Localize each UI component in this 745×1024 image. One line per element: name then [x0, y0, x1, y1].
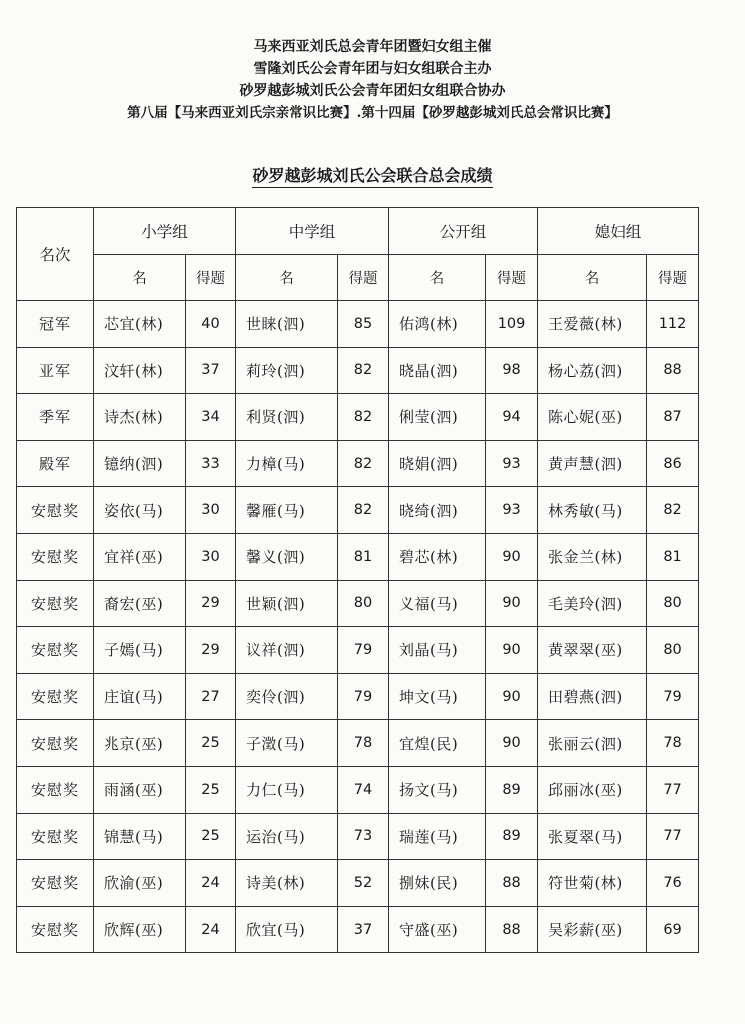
score-cell: 90 — [486, 627, 538, 674]
contestant-name-cell: 晓绮(泗) — [389, 487, 486, 534]
organizer-line: 马来西亚刘氏总会青年团暨妇女组主催 — [253, 39, 492, 55]
score-cell: 78 — [338, 720, 389, 767]
score-cell: 82 — [338, 487, 389, 534]
score-cell: 82 — [338, 440, 389, 487]
name-column-header: 名 — [236, 255, 338, 301]
contestant-name-cell: 张夏翠(马) — [538, 813, 647, 860]
table-row — [17, 906, 699, 953]
table-row — [17, 301, 699, 348]
document-header — [0, 36, 745, 124]
contestant-name-cell: 宜祥(巫) — [94, 533, 186, 580]
score-cell: 77 — [647, 766, 699, 813]
score-cell: 90 — [486, 720, 538, 767]
table-row — [17, 860, 699, 907]
table-row — [17, 766, 699, 813]
group-header-secondary: 中学组 — [236, 208, 389, 255]
report-title — [0, 163, 745, 186]
contestant-name-cell: 刘晶(马) — [389, 627, 486, 674]
score-cell: 27 — [186, 673, 236, 720]
group-header-row — [17, 208, 699, 255]
rank-cell: 安慰奖 — [17, 860, 94, 907]
score-cell: 30 — [186, 487, 236, 534]
contestant-name-cell: 宜煌(民) — [389, 720, 486, 767]
contestant-name-cell: 守盛(巫) — [389, 906, 486, 953]
score-cell: 33 — [186, 440, 236, 487]
contestant-name-cell: 利贤(泗) — [236, 394, 338, 441]
score-cell: 79 — [647, 673, 699, 720]
contestant-name-cell: 王爱薇(林) — [538, 301, 647, 348]
contestant-name-cell: 田碧燕(泗) — [538, 673, 647, 720]
contestant-name-cell: 黄翠翠(巫) — [538, 627, 647, 674]
rank-header: 名次 — [17, 208, 94, 301]
score-column-header: 得题 — [338, 255, 389, 301]
contestant-name-cell: 欣宜(马) — [236, 906, 338, 953]
score-cell: 82 — [647, 487, 699, 534]
contestant-name-cell: 力仁(马) — [236, 766, 338, 813]
score-cell: 25 — [186, 813, 236, 860]
contestant-name-cell: 欣辉(巫) — [94, 906, 186, 953]
contestant-name-cell: 奕伶(泗) — [236, 673, 338, 720]
host-line: 雪隆刘氏公会青年团与妇女组联合主办 — [253, 61, 492, 77]
score-cell: 52 — [338, 860, 389, 907]
rank-cell: 季军 — [17, 394, 94, 441]
rank-cell: 安慰奖 — [17, 766, 94, 813]
contestant-name-cell: 瑞莲(马) — [389, 813, 486, 860]
score-cell: 86 — [647, 440, 699, 487]
competition-title-line: 第八届【马来西亚刘氏宗亲常识比赛】.第十四届【砂罗越彭城刘氏总会常识比赛】 — [127, 105, 618, 121]
contestant-name-cell: 庄谊(马) — [94, 673, 186, 720]
contestant-name-cell: 碧芯(林) — [389, 533, 486, 580]
contestant-name-cell: 诗美(林) — [236, 860, 338, 907]
table-row — [17, 487, 699, 534]
contestant-name-cell: 张金兰(林) — [538, 533, 647, 580]
contestant-name-cell: 吴彩薪(巫) — [538, 906, 647, 953]
contestant-name-cell: 毛美玲(泗) — [538, 580, 647, 627]
score-cell: 90 — [486, 533, 538, 580]
table-row — [17, 580, 699, 627]
score-cell: 79 — [338, 627, 389, 674]
report-title-text: 砂罗越彭城刘氏公会联合总会成绩 — [252, 166, 492, 188]
score-cell: 90 — [486, 673, 538, 720]
score-cell: 88 — [486, 860, 538, 907]
group-header-primary: 小学组 — [94, 208, 236, 255]
score-cell: 77 — [647, 813, 699, 860]
score-cell: 109 — [486, 301, 538, 348]
score-cell: 98 — [486, 347, 538, 394]
rank-cell: 亚军 — [17, 347, 94, 394]
contestant-name-cell: 力樟(马) — [236, 440, 338, 487]
rank-cell: 安慰奖 — [17, 720, 94, 767]
contestant-name-cell: 符世菊(林) — [538, 860, 647, 907]
contestant-name-cell: 张丽云(泗) — [538, 720, 647, 767]
score-cell: 74 — [338, 766, 389, 813]
contestant-name-cell: 裔宏(巫) — [94, 580, 186, 627]
contestant-name-cell: 雨涵(巫) — [94, 766, 186, 813]
score-cell: 34 — [186, 394, 236, 441]
score-cell: 88 — [647, 347, 699, 394]
name-column-header: 名 — [389, 255, 486, 301]
score-column-header: 得题 — [186, 255, 236, 301]
table-row — [17, 720, 699, 767]
rank-cell: 冠军 — [17, 301, 94, 348]
contestant-name-cell: 莉玲(泗) — [236, 347, 338, 394]
score-cell: 78 — [647, 720, 699, 767]
results-body — [17, 301, 699, 953]
contestant-name-cell: 义福(马) — [389, 580, 486, 627]
contestant-name-cell: 子嫣(马) — [94, 627, 186, 674]
rank-cell: 殿军 — [17, 440, 94, 487]
contestant-name-cell: 世睐(泗) — [236, 301, 338, 348]
score-cell: 85 — [338, 301, 389, 348]
contestant-name-cell: 馨雁(马) — [236, 487, 338, 534]
contestant-name-cell: 捌妹(民) — [389, 860, 486, 907]
score-cell: 25 — [186, 720, 236, 767]
contestant-name-cell: 坤文(马) — [389, 673, 486, 720]
score-cell: 94 — [486, 394, 538, 441]
score-cell: 73 — [338, 813, 389, 860]
contestant-name-cell: 杨心荔(泗) — [538, 347, 647, 394]
column-header-row — [17, 255, 699, 301]
score-cell: 37 — [186, 347, 236, 394]
rank-cell: 安慰奖 — [17, 627, 94, 674]
score-cell: 80 — [647, 627, 699, 674]
contestant-name-cell: 兆京(巫) — [94, 720, 186, 767]
score-cell: 87 — [647, 394, 699, 441]
score-cell: 24 — [186, 906, 236, 953]
score-cell: 90 — [486, 580, 538, 627]
contestant-name-cell: 晓娟(泗) — [389, 440, 486, 487]
contestant-name-cell: 运治(马) — [236, 813, 338, 860]
contestant-name-cell: 世颖(泗) — [236, 580, 338, 627]
name-column-header: 名 — [94, 255, 186, 301]
results-table — [16, 207, 699, 953]
co-host-line: 砂罗越彭城刘氏公会青年团妇女组联合协办 — [239, 83, 506, 99]
rank-cell: 安慰奖 — [17, 487, 94, 534]
table-row — [17, 533, 699, 580]
contestant-name-cell: 林秀敏(马) — [538, 487, 647, 534]
score-cell: 82 — [338, 347, 389, 394]
score-column-header: 得题 — [647, 255, 699, 301]
contestant-name-cell: 晓晶(泗) — [389, 347, 486, 394]
score-column-header: 得题 — [486, 255, 538, 301]
table-row — [17, 394, 699, 441]
contestant-name-cell: 姿依(马) — [94, 487, 186, 534]
table-row — [17, 440, 699, 487]
contestant-name-cell: 陈心妮(巫) — [538, 394, 647, 441]
contestant-name-cell: 黄声慧(泗) — [538, 440, 647, 487]
score-cell: 89 — [486, 766, 538, 813]
group-header-in-laws: 媳妇组 — [538, 208, 699, 255]
score-cell: 81 — [647, 533, 699, 580]
contestant-name-cell: 欣渝(巫) — [94, 860, 186, 907]
table-row — [17, 627, 699, 674]
contestant-name-cell: 芯宜(林) — [94, 301, 186, 348]
score-cell: 37 — [338, 906, 389, 953]
score-cell: 88 — [486, 906, 538, 953]
score-cell: 69 — [647, 906, 699, 953]
contestant-name-cell: 镱纳(泗) — [94, 440, 186, 487]
rank-cell: 安慰奖 — [17, 906, 94, 953]
group-header-open: 公开组 — [389, 208, 538, 255]
score-cell: 76 — [647, 860, 699, 907]
rank-cell: 安慰奖 — [17, 580, 94, 627]
score-cell: 29 — [186, 627, 236, 674]
contestant-name-cell: 馨义(泗) — [236, 533, 338, 580]
contestant-name-cell: 诗杰(林) — [94, 394, 186, 441]
table-row — [17, 673, 699, 720]
score-cell: 93 — [486, 440, 538, 487]
contestant-name-cell: 锦慧(马) — [94, 813, 186, 860]
rank-cell: 安慰奖 — [17, 533, 94, 580]
score-cell: 80 — [338, 580, 389, 627]
contestant-name-cell: 佑鸿(林) — [389, 301, 486, 348]
contestant-name-cell: 俐莹(泗) — [389, 394, 486, 441]
contestant-name-cell: 邱丽冰(巫) — [538, 766, 647, 813]
score-cell: 82 — [338, 394, 389, 441]
table-row — [17, 813, 699, 860]
rank-cell: 安慰奖 — [17, 813, 94, 860]
contestant-name-cell: 汶轩(林) — [94, 347, 186, 394]
score-cell: 29 — [186, 580, 236, 627]
score-cell: 89 — [486, 813, 538, 860]
score-cell: 25 — [186, 766, 236, 813]
contestant-name-cell: 子澂(马) — [236, 720, 338, 767]
score-cell: 30 — [186, 533, 236, 580]
table-row — [17, 347, 699, 394]
contestant-name-cell: 扬文(马) — [389, 766, 486, 813]
rank-cell: 安慰奖 — [17, 673, 94, 720]
score-cell: 93 — [486, 487, 538, 534]
contestant-name-cell: 议祥(泗) — [236, 627, 338, 674]
name-column-header: 名 — [538, 255, 647, 301]
score-cell: 40 — [186, 301, 236, 348]
score-cell: 24 — [186, 860, 236, 907]
score-cell: 79 — [338, 673, 389, 720]
score-cell: 81 — [338, 533, 389, 580]
score-cell: 112 — [647, 301, 699, 348]
score-cell: 80 — [647, 580, 699, 627]
